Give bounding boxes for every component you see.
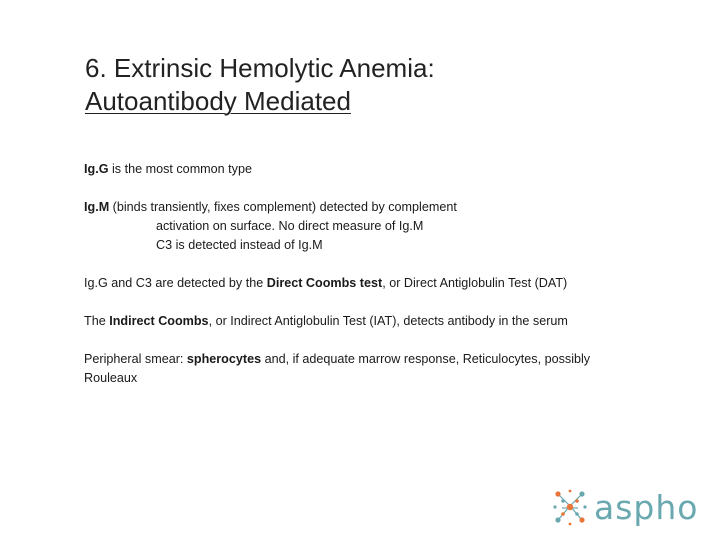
smear-text-c: and, if adequate marrow response, Reticulocytes, possibly Rouleaux — [84, 352, 591, 385]
paragraph-igm — [84, 198, 624, 255]
igm-line-3: C3 is detected instead of Ig.M — [156, 238, 323, 252]
igm-term: Ig.M — [84, 200, 110, 214]
igm-text: (binds transiently, fixes complement) detected by complement — [109, 200, 457, 214]
indirect-coombs-text-a: The — [84, 314, 110, 328]
igm-line-2: activation on surface. No direct measure of Ig.M — [156, 219, 424, 233]
spherocytes-term: spherocytes — [186, 352, 262, 366]
slide-title — [85, 52, 435, 118]
indirect-coombs-term: Indirect Coombs — [109, 314, 209, 328]
direct-coombs-text-a: Ig.G and C3 are detected by the — [84, 276, 267, 290]
direct-coombs-term: Direct Coombs test — [266, 276, 383, 290]
paragraph-direct-coombs — [84, 274, 624, 293]
igg-term: Ig.G — [84, 162, 109, 176]
logo-text: aspho — [594, 488, 699, 527]
paragraph-indirect-coombs — [84, 312, 624, 331]
indirect-coombs-text-c: , or Indirect Antiglobulin Test (IAT), detects antibody in the serum — [208, 314, 568, 328]
igg-text: is the most common type — [108, 162, 252, 176]
title-line-2: Autoantibody Mediated — [85, 86, 351, 116]
title-line-1: 6. Extrinsic Hemolytic Anemia: — [85, 53, 435, 83]
paragraph-peripheral-smear — [84, 350, 624, 388]
smear-text-a: Peripheral smear: — [84, 352, 187, 366]
paragraph-igg — [84, 160, 624, 179]
molecule-icon — [552, 488, 588, 528]
slide-body — [84, 160, 624, 407]
direct-coombs-text-c: , or Direct Antiglobulin Test (DAT) — [382, 276, 568, 290]
aspho-logo — [552, 488, 698, 528]
